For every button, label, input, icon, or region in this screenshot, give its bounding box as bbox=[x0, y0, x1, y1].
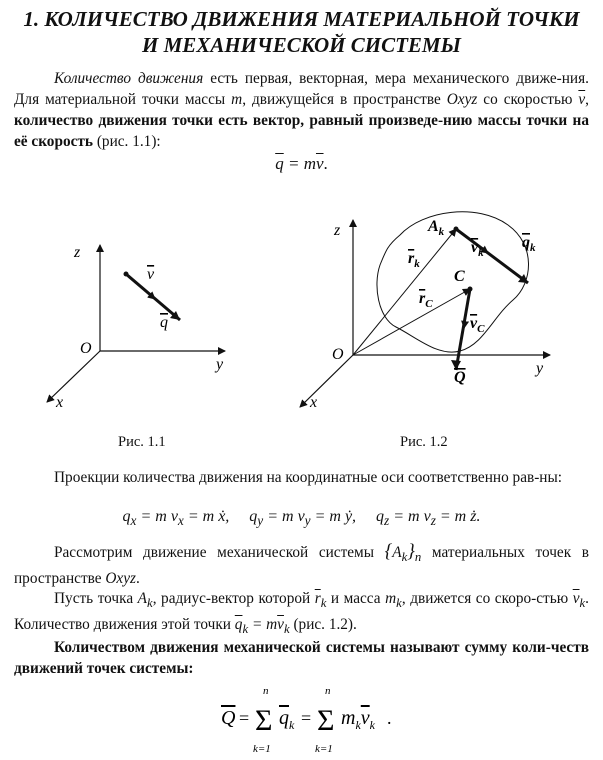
sub: k bbox=[242, 622, 249, 637]
symbol-qz: q bbox=[376, 508, 385, 525]
text: и масса bbox=[326, 590, 386, 607]
term-mk-vk bbox=[341, 707, 376, 732]
text: материальных точек в пространстве bbox=[14, 544, 589, 588]
label-origin: O bbox=[332, 346, 344, 363]
label-qk-sub: k bbox=[530, 242, 536, 254]
label-origin: O bbox=[80, 340, 92, 357]
symbol-v-vector: $\overline{v}$ bbox=[315, 154, 324, 173]
symbol-m: m bbox=[231, 91, 243, 108]
label-vc bbox=[470, 315, 485, 335]
label-vk-sub: k bbox=[478, 247, 484, 259]
sub: k bbox=[396, 596, 402, 611]
paragraph-system: Рассмотрим движение механической системы $\{A_k\}_n$ материальных точек в пространстве Oxyz. bbox=[14, 541, 589, 588]
figure-1-1 bbox=[30, 225, 250, 415]
vector-rc bbox=[353, 289, 470, 355]
formula-part: = m v bbox=[389, 508, 431, 525]
sub: z bbox=[430, 513, 436, 529]
symbol-rk: $\overline{r}$ bbox=[314, 590, 321, 607]
label-qk-main: q bbox=[522, 234, 530, 251]
label-rc bbox=[419, 290, 433, 310]
label-rk bbox=[408, 250, 420, 270]
term-momentum: Количество движения bbox=[54, 70, 204, 87]
paragraph-system-momentum-definition: Количеством движения механической системы называют сумму коли-честв движений точек системы: bbox=[14, 639, 589, 677]
text: (рис. 1.2). bbox=[289, 616, 357, 634]
label-z: z bbox=[334, 222, 341, 239]
label-ak bbox=[427, 218, 445, 238]
term-qk bbox=[279, 707, 295, 732]
label-rc-main: r bbox=[419, 290, 426, 307]
figure-1-2 bbox=[288, 205, 588, 420]
section-title-line1: 1. КОЛИЧЕСТВО ДВИЖЕНИЯ МАТЕРИАЛЬНОЙ ТОЧКИ bbox=[23, 7, 580, 31]
label-vc-sub: C bbox=[477, 323, 485, 335]
symbol-Q: Q bbox=[221, 707, 236, 729]
vector-qk bbox=[456, 229, 528, 283]
bold-definition: количество движения точки есть вектор, равный произведе-нию массы точки на её скорость bbox=[14, 112, 589, 150]
text: (рис. 1.1): bbox=[93, 133, 161, 150]
sub: k bbox=[579, 596, 586, 611]
paragraph-projections: Проекции количества движения на координатные оси соответственно рав-ны: bbox=[54, 469, 563, 486]
symbol-oxyz: Oxyz bbox=[105, 570, 136, 588]
sub: x bbox=[177, 513, 184, 529]
paragraph-definition bbox=[14, 68, 589, 152]
label-q: q bbox=[160, 314, 168, 331]
label-Q: Q bbox=[454, 369, 466, 386]
eq-sign: = bbox=[239, 708, 250, 728]
sub: k bbox=[401, 550, 408, 565]
sub: z bbox=[384, 513, 390, 529]
sub: k bbox=[369, 718, 375, 732]
formula-projections bbox=[0, 508, 603, 529]
label-x: x bbox=[310, 394, 318, 411]
symbol-qx: q bbox=[122, 508, 131, 525]
vector-rk bbox=[353, 229, 456, 355]
symbol-q-vector: $\overline{q}$ bbox=[275, 154, 284, 173]
sum-2-top: n bbox=[325, 685, 331, 697]
formula-part: = m v bbox=[263, 508, 305, 525]
label-vk bbox=[471, 239, 484, 259]
symbol-qy: q bbox=[249, 508, 258, 525]
text: , движется со скоро-стью bbox=[401, 590, 573, 607]
symbol-vk: $\overline{v}$ bbox=[572, 590, 580, 607]
label-y: y bbox=[216, 356, 224, 373]
symbol-qk: $\overline{q}$ bbox=[234, 616, 243, 634]
symbol-ak: A bbox=[137, 590, 148, 607]
label-rk-main: r bbox=[408, 250, 415, 267]
label-vk-main: v bbox=[471, 239, 479, 256]
label-z: z bbox=[74, 244, 81, 261]
sub: x bbox=[130, 513, 137, 529]
text: , движущейся в пространстве bbox=[242, 91, 447, 108]
symbol-vk: $\overline{v}$ bbox=[277, 616, 284, 634]
label-c: C bbox=[454, 268, 465, 285]
label-qk bbox=[522, 234, 536, 254]
caption-fig-1-2: Рис. 1.2 bbox=[400, 434, 448, 450]
sub: n bbox=[414, 550, 422, 565]
eq-sign-2: = bbox=[301, 708, 312, 728]
sum-1-sign: Σ bbox=[255, 704, 273, 737]
sum-2-bottom: k=1 bbox=[315, 743, 333, 755]
formula-part: = m bbox=[248, 616, 278, 634]
text: , радиус-вектор которой bbox=[152, 590, 315, 607]
text: . Количество движения этой точки bbox=[14, 590, 589, 634]
label-v: v bbox=[147, 266, 155, 283]
vector-Q bbox=[456, 289, 470, 370]
formula-part: = m v bbox=[136, 508, 178, 525]
label-rk-sub: k bbox=[414, 258, 420, 270]
axis-x-line bbox=[47, 351, 100, 402]
text: , bbox=[585, 91, 589, 108]
formula-part: = m ẏ, bbox=[310, 508, 357, 525]
sum-1-top: n bbox=[263, 685, 269, 697]
sub: k bbox=[320, 596, 327, 611]
text: есть первая, векторная, мера механического движе-ния. Для материальной точки массы bbox=[14, 70, 589, 108]
label-vc-main: v bbox=[470, 315, 478, 332]
paragraph-point bbox=[14, 588, 589, 640]
sum-1-bottom: k=1 bbox=[253, 743, 271, 755]
symbol-m: m bbox=[341, 707, 356, 729]
sub: k bbox=[283, 622, 290, 637]
label-ak-sub: k bbox=[438, 226, 445, 238]
axis-x-line bbox=[300, 355, 353, 407]
sub: y bbox=[304, 513, 311, 529]
formula-system-momentum bbox=[215, 680, 395, 758]
text: Пусть точка bbox=[54, 590, 138, 607]
formula-part: = m ẋ, bbox=[183, 508, 230, 525]
section-title-line2: И МЕХАНИЧЕСКОЙ СИСТЕМЫ bbox=[142, 33, 461, 57]
label-rc-sub: C bbox=[425, 298, 433, 310]
text: Рассмотрим движение механической системы bbox=[54, 544, 385, 561]
text: . bbox=[135, 570, 140, 588]
label-ak-main: A bbox=[428, 218, 439, 235]
sub: y bbox=[257, 513, 264, 529]
symbol-oxyz: Oxyz bbox=[446, 91, 478, 108]
symbol-q: q bbox=[279, 707, 289, 729]
caption-fig-1-1: Рис. 1.1 bbox=[118, 434, 166, 450]
formula-part: = m ż. bbox=[435, 508, 481, 525]
formula-q-equals-mv bbox=[0, 154, 603, 174]
sum-2-sign: Σ bbox=[317, 704, 335, 737]
sub: k bbox=[289, 718, 295, 732]
label-y: y bbox=[536, 360, 544, 377]
symbol-v-vector: $\overline{v}$ bbox=[578, 91, 586, 108]
formula-end: . bbox=[323, 154, 328, 173]
symbol-a: A bbox=[392, 544, 402, 561]
formula-eq: = m bbox=[283, 154, 316, 173]
symbol-v: v bbox=[360, 707, 370, 729]
formula-end: . bbox=[387, 708, 392, 728]
text: со скоростью bbox=[477, 91, 579, 108]
sub: k bbox=[147, 596, 153, 611]
symbol-mk: m bbox=[385, 590, 397, 607]
label-x: x bbox=[56, 394, 64, 411]
sub: k bbox=[355, 718, 361, 732]
